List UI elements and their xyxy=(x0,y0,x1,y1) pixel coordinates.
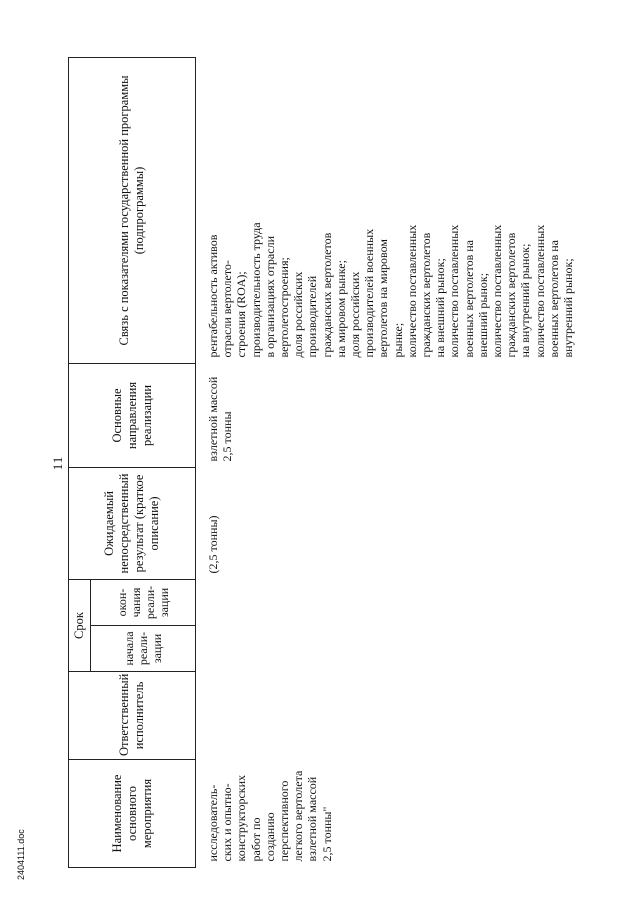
cell-name: исследователь- ских и опытно- конструкторских работ по созданию перспективного легкого вертолета взлетной массой 2,5 тонны" xyxy=(206,770,334,862)
header-term: Срок xyxy=(69,579,91,671)
cell-result: (2,5 тонны) xyxy=(206,515,220,574)
footer-filename: 2404111.doc xyxy=(16,829,26,880)
rotated-content xyxy=(50,58,576,868)
table-row xyxy=(196,57,576,867)
cell-executor xyxy=(196,672,576,760)
header-directions: Основные направления реализации xyxy=(69,363,196,467)
header-name: Наименование основного мероприятия xyxy=(69,760,196,868)
header-result: Ожидаемый непосредственный результат (краткое описание) xyxy=(69,467,196,579)
program-table xyxy=(68,57,575,868)
cell-start xyxy=(196,626,576,672)
header-end: окон- чания реали- зации xyxy=(91,579,196,625)
cell-directions: взлетной массой 2,5 тонны xyxy=(206,376,235,462)
cell-end xyxy=(196,579,576,625)
header-start: начала реали- зации xyxy=(91,626,196,672)
header-link: Связь с показателями государственной программы (подпрограммы) xyxy=(69,57,196,363)
page-number: 11 xyxy=(50,455,65,471)
cell-link: рентабельность активов отрасли вертолето- строения (ROA); производительность труда в организациях отрасли вертолетостроения; доля российских производителей гражданских вертолетов на мировом рынке; доля российских производителей военных вертолетов на мировом рынке; количество поставленных гражданских вертолетов на внешний рынок; количество поставленных военных вертолетов на внешний рынок; количество поставленных гражданских вертолетов на внутренний рынок; количество поставленных военных вертолетов на внутренний рынок; xyxy=(206,222,576,358)
header-executor: Ответственный исполнитель xyxy=(69,672,196,760)
